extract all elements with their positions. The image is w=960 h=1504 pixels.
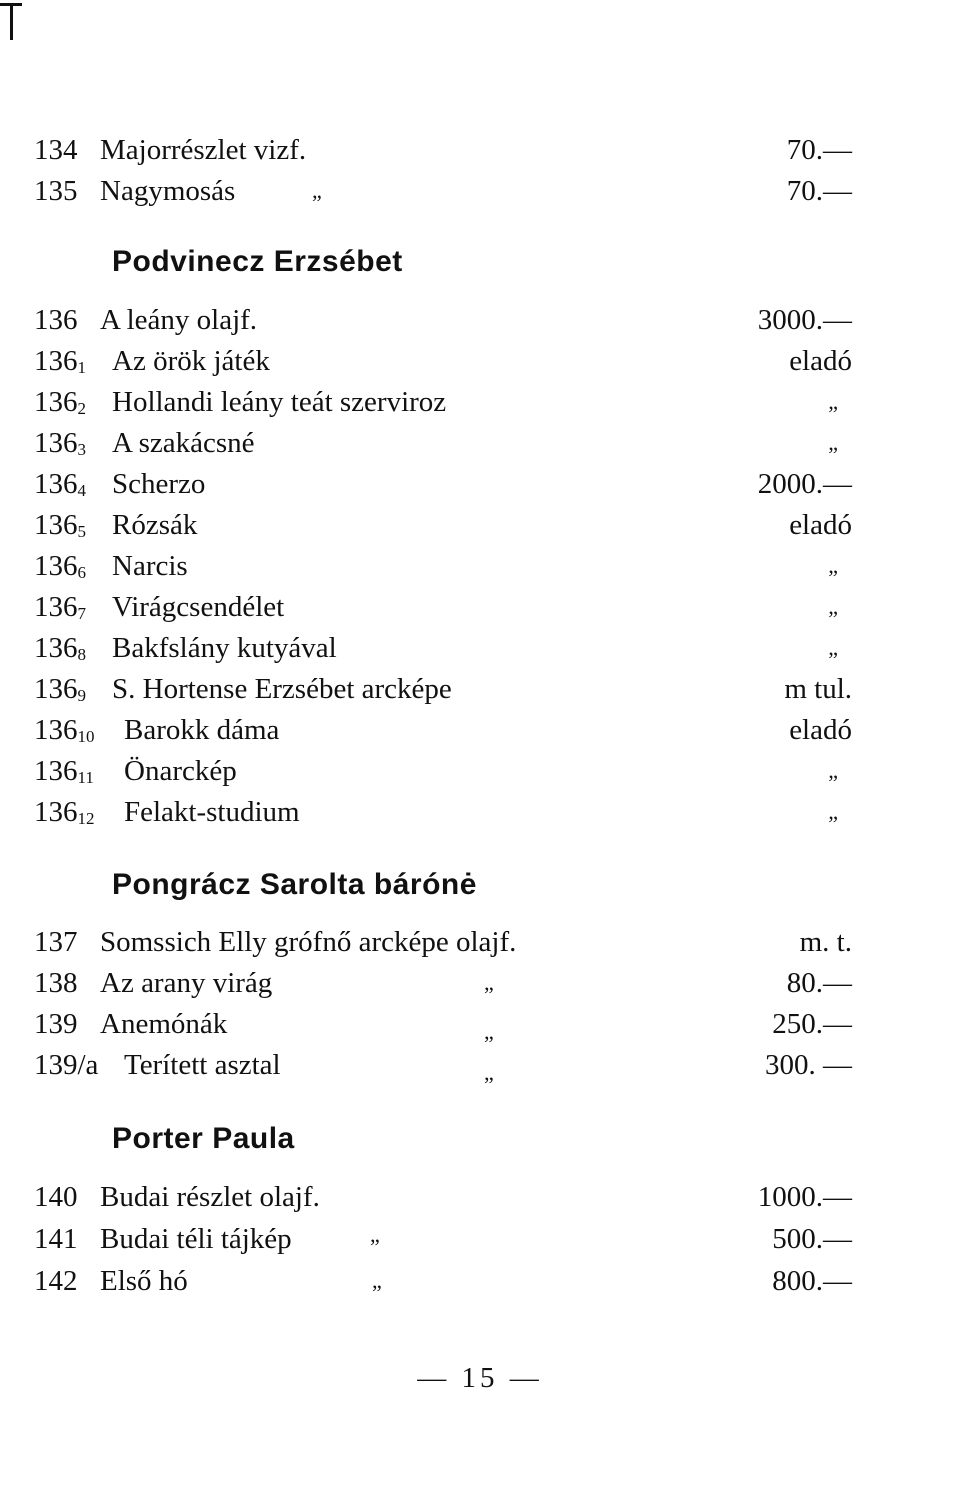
entry-subnumber: 4 — [77, 481, 86, 500]
entry-price: „ — [828, 758, 838, 783]
entry-number: 137 — [34, 926, 78, 958]
entry-number: 13610 — [34, 714, 95, 746]
entry-subnumber: 6 — [77, 563, 86, 582]
catalogue-entry — [0, 341, 960, 381]
page-number: — 15 — — [417, 1362, 543, 1394]
entry-title: Scherzo — [112, 468, 206, 500]
entry-price: eladó — [789, 509, 852, 541]
catalogue-entry — [0, 171, 960, 211]
entry-title: Majorrészlet vizf. — [100, 134, 307, 166]
entry-number: 13611 — [34, 755, 94, 787]
entry-number: 142 — [34, 1265, 78, 1297]
entry-price: 80.— — [786, 967, 852, 999]
entry-number: 1367 — [34, 591, 86, 623]
artist-heading: Porter Paula — [112, 1122, 295, 1155]
entry-price: eladó — [789, 714, 852, 746]
entry-number: 1364 — [34, 468, 86, 500]
entry-price: 70.— — [786, 175, 852, 207]
catalogue-entry — [0, 669, 960, 709]
entry-subnumber: 7 — [77, 604, 86, 623]
entry-ditto-mark: „ — [312, 178, 322, 203]
catalogue-entry — [0, 751, 960, 791]
entry-title: A szakácsné — [112, 427, 255, 459]
catalogue-entry — [0, 1219, 960, 1259]
entry-price: „ — [828, 635, 838, 660]
entry-subnumber: 10 — [77, 727, 95, 746]
entry-number: 140 — [34, 1181, 78, 1213]
catalogue-entry — [0, 628, 960, 668]
entry-subnumber: 9 — [77, 686, 86, 705]
entry-title: Első hó — [100, 1265, 188, 1297]
entry-title: Somssich Elly grófnő arcképe olajf. — [100, 926, 517, 958]
entry-ditto-mark: „ — [484, 970, 494, 995]
catalogue-entry — [0, 1004, 960, 1044]
catalogue-entry — [0, 587, 960, 627]
catalogue-entry — [0, 130, 960, 170]
entry-number: 1363 — [34, 427, 86, 459]
entry-title: Az örök játék — [112, 345, 270, 377]
catalogue-entry — [0, 963, 960, 1003]
entry-title: S. Hortense Erzsébet arcképe — [112, 673, 452, 705]
entry-title: Önarckép — [124, 755, 237, 787]
entry-price: 70.— — [786, 134, 852, 166]
entry-number: 1362 — [34, 386, 86, 418]
entry-price: m. t. — [799, 926, 852, 958]
entry-title: Rózsák — [112, 509, 198, 541]
entry-price: „ — [828, 389, 838, 414]
entry-number: 134 — [34, 134, 78, 166]
entry-number: 1366 — [34, 550, 86, 582]
entry-subnumber: 11 — [77, 768, 94, 787]
entry-price: „ — [828, 430, 838, 455]
entry-ditto-mark: „ — [484, 1019, 494, 1044]
entry-price: 800.— — [772, 1265, 852, 1297]
entry-number: 141 — [34, 1223, 78, 1255]
entry-number: 139/a — [34, 1049, 99, 1081]
entry-subnumber: 8 — [77, 645, 86, 664]
catalogue-entry — [0, 423, 960, 463]
entry-title: Az arany virág — [100, 967, 273, 999]
entry-subnumber: 3 — [77, 440, 86, 459]
entry-number: 1365 — [34, 509, 86, 541]
entry-price: 3000.— — [757, 304, 852, 336]
catalogue-entry — [0, 710, 960, 750]
entry-number: 135 — [34, 175, 78, 207]
entry-title: Terített asztal — [124, 1049, 281, 1081]
catalogue-entry — [0, 300, 960, 340]
entry-title: Nagymosás — [100, 175, 236, 207]
entry-price: „ — [828, 799, 838, 824]
entry-price: 300. — — [765, 1049, 852, 1081]
entry-title: Bakfslány kutyával — [112, 632, 337, 664]
entry-subnumber: 12 — [77, 809, 95, 828]
entry-price: „ — [828, 594, 838, 619]
catalogue-entry — [0, 1261, 960, 1301]
catalogue-entry — [0, 1045, 960, 1085]
entry-number: 139 — [34, 1008, 78, 1040]
catalogue-entry — [0, 464, 960, 504]
entry-title: Barokk dáma — [124, 714, 280, 746]
entry-number: 1369 — [34, 673, 86, 705]
catalogue-entry — [0, 792, 960, 832]
entry-price: eladó — [789, 345, 852, 377]
entry-title: Budai részlet olajf. — [100, 1181, 320, 1213]
entry-title: A leány olajf. — [100, 304, 258, 336]
entry-price: m tul. — [784, 673, 852, 705]
entry-title: Hollandi leány teát szerviroz — [112, 386, 447, 418]
catalogue-entry — [0, 922, 960, 962]
entry-number: 136 — [34, 304, 78, 336]
entry-price: 250.— — [772, 1008, 852, 1040]
entry-number: 1368 — [34, 632, 86, 664]
entry-ditto-mark: „ — [370, 1222, 380, 1247]
catalogue-entry — [0, 546, 960, 586]
catalogue-entry — [0, 1177, 960, 1217]
entry-number: 1361 — [34, 345, 86, 377]
entry-number: 13612 — [34, 796, 95, 828]
catalogue-entry — [0, 382, 960, 422]
entry-ditto-mark: „ — [372, 1268, 382, 1293]
entry-price: 500.— — [772, 1223, 852, 1255]
entry-number: 138 — [34, 967, 78, 999]
entry-price: 2000.— — [757, 468, 852, 500]
entry-title: Virágcsendélet — [112, 591, 285, 623]
artist-heading: Podvinecz Erzsébet — [112, 245, 403, 278]
entry-title: Anemónák — [100, 1008, 228, 1040]
catalogue-entry — [0, 505, 960, 545]
entry-title: Felakt-studium — [124, 796, 300, 828]
entry-ditto-mark: „ — [484, 1060, 494, 1085]
entry-price: „ — [828, 553, 838, 578]
entry-price: 1000.— — [757, 1181, 852, 1213]
entry-subnumber: 2 — [77, 399, 86, 418]
entry-title: Narcis — [112, 550, 188, 582]
entry-title: Budai téli tájkép — [100, 1223, 292, 1255]
artist-heading: Pongrácz Sarolta bárónė — [112, 868, 477, 901]
entry-subnumber: 5 — [77, 522, 86, 541]
entry-subnumber: 1 — [77, 358, 86, 377]
